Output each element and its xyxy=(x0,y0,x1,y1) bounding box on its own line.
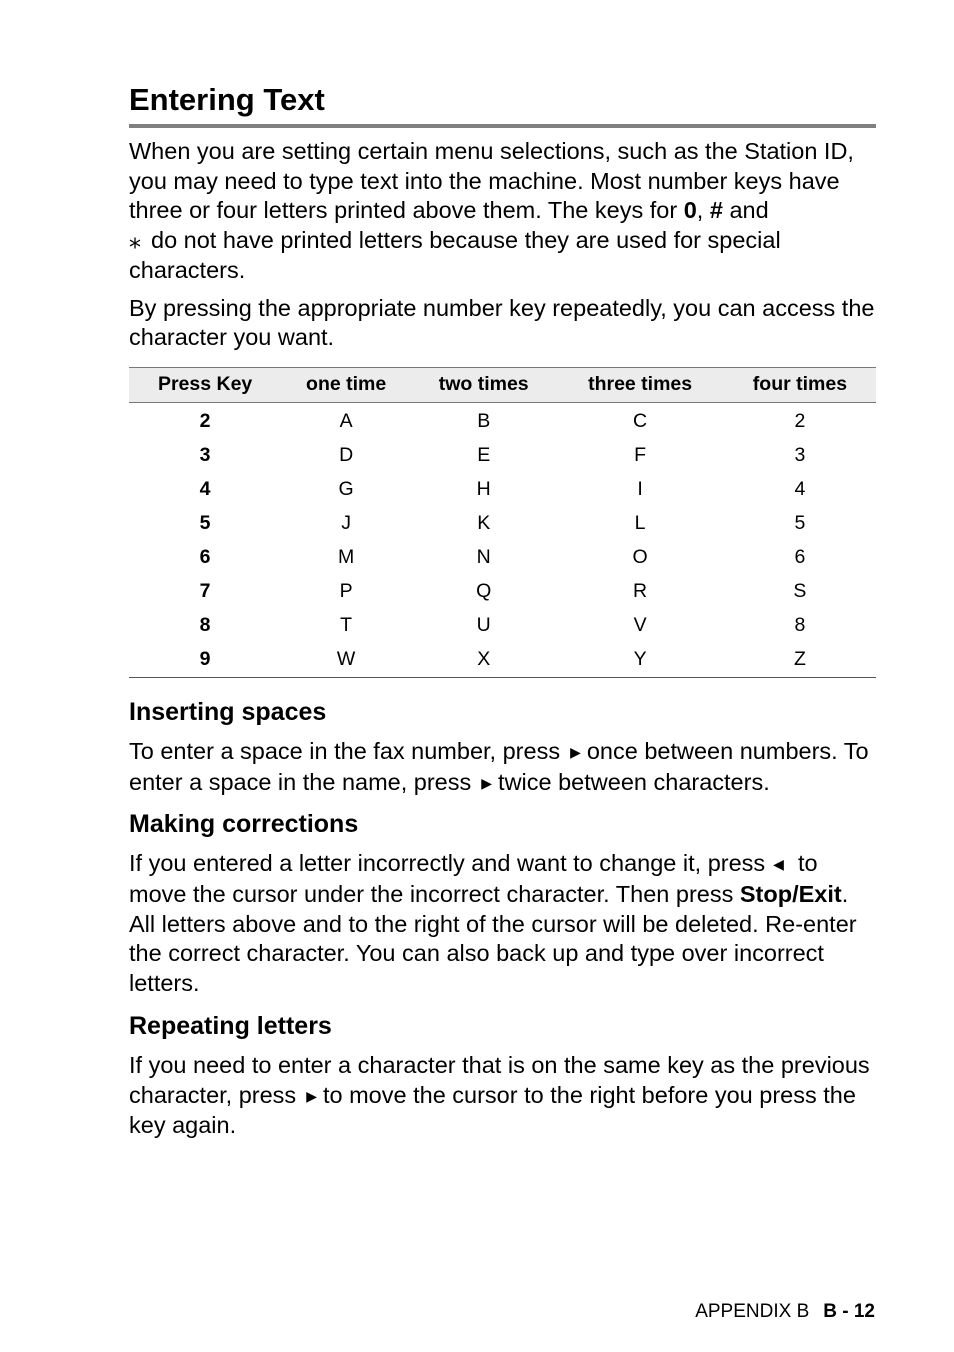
table-row xyxy=(129,473,876,507)
table-row xyxy=(129,439,876,473)
table-cell: D xyxy=(339,444,354,467)
table-header-one-time: one time xyxy=(281,367,411,402)
right-arrow-icon: ▶ xyxy=(481,774,493,791)
page-footer xyxy=(695,1300,875,1324)
table-cell: P xyxy=(339,580,353,603)
repeating-text-1: If you need to enter a character that is on the same key as the previous character, press xyxy=(129,1051,870,1108)
table-cell: H xyxy=(476,478,491,501)
repeating-letters-heading: Repeating letters xyxy=(129,1011,332,1040)
table-row xyxy=(129,575,876,609)
table-header-press-key: Press Key xyxy=(129,367,281,402)
table-cell: J xyxy=(341,512,351,535)
table-cell-key: 8 xyxy=(199,614,211,637)
intro-separator: , xyxy=(696,197,710,224)
table-cell: 8 xyxy=(794,614,806,637)
right-arrow-icon: ▶ xyxy=(570,743,581,760)
table-cell: F xyxy=(634,444,647,467)
inserting-text-1: To enter a space in the fax number, press xyxy=(129,737,561,764)
repeating-text-2: to move the cursor to the right before you press the key again. xyxy=(129,1081,856,1139)
table-cell: B xyxy=(477,410,491,433)
table-cell: Q xyxy=(476,580,492,603)
key-character-table xyxy=(129,367,876,678)
footer-section-label: APPENDIX B xyxy=(695,1301,810,1322)
stop-exit-key-label: Stop/Exit xyxy=(739,881,842,908)
making-corrections-heading: Making corrections xyxy=(129,810,359,839)
star-key-icon: ⁎ xyxy=(129,227,141,255)
table-cell-key: 6 xyxy=(199,546,211,569)
table-header-three-times: three times xyxy=(556,367,724,402)
table-cell: 6 xyxy=(794,546,806,569)
intro-text-part2: do not have printed letters because they are used for special characters. xyxy=(129,227,781,283)
table-header-four-times: four times xyxy=(724,367,876,402)
key-hash-label: # xyxy=(709,197,723,224)
table-cell: 4 xyxy=(794,478,806,501)
page-number: B - 12 xyxy=(823,1301,875,1322)
table-cell: Y xyxy=(556,643,724,678)
table-cell: R xyxy=(633,580,648,603)
table-row xyxy=(129,643,876,678)
table-cell: 5 xyxy=(794,512,806,535)
making-text-2: to move the cursor under the incorrect character. Then press xyxy=(129,850,818,908)
table-cell: U xyxy=(476,614,491,637)
table-row xyxy=(129,541,876,575)
table-cell-key: 4 xyxy=(199,478,211,501)
making-text-1: If you entered a letter incorrectly and want to change it, press xyxy=(129,850,766,877)
table-cell: T xyxy=(340,614,353,637)
page-title: Entering Text xyxy=(129,80,876,128)
table-row xyxy=(129,507,876,541)
intro-paragraph xyxy=(129,137,876,286)
right-arrow-icon: ▶ xyxy=(306,1087,317,1104)
inserting-text-2: once between numbers. To enter a space in the name, press xyxy=(129,737,869,795)
table-cell: Z xyxy=(724,643,876,678)
table-cell-key: 3 xyxy=(199,444,211,467)
table-cell: M xyxy=(338,546,355,569)
left-arrow-icon: ◀ xyxy=(773,856,784,873)
table-header-two-times: two times xyxy=(411,367,556,402)
table-cell: S xyxy=(793,580,807,603)
inserting-text-3: twice between characters. xyxy=(498,768,770,795)
table-cell: X xyxy=(411,643,556,678)
intro-paragraph-2: By pressing the appropriate number key repeatedly, you can access the character you want. xyxy=(129,294,875,351)
inserting-spaces-paragraph xyxy=(129,737,876,798)
making-corrections-paragraph xyxy=(129,849,876,999)
table-cell: E xyxy=(477,444,491,467)
table-row xyxy=(129,402,876,439)
repeating-letters-paragraph xyxy=(129,1051,876,1141)
key-zero-label: 0 xyxy=(683,197,697,224)
making-text-3: . All letters above and to the right of the cursor will be deleted. Re-enter the correct character. You can also back up and type over incorrect letters. xyxy=(129,881,857,997)
table-cell: 3 xyxy=(794,444,806,467)
table-cell: L xyxy=(634,512,646,535)
table-cell: V xyxy=(633,614,647,637)
table-cell: W xyxy=(281,643,411,678)
table-cell: C xyxy=(633,410,648,433)
table-header-row xyxy=(129,367,876,402)
table-cell: 2 xyxy=(794,410,806,433)
intro-text-part1: When you are setting certain menu selections, such as the Station ID, you may need to type text into the machine. Most number keys have three or four letters printed above them. The keys for xyxy=(129,138,854,224)
table-cell: O xyxy=(632,546,648,569)
table-cell: K xyxy=(477,512,491,535)
intro-and: and xyxy=(722,197,769,224)
table-cell: I xyxy=(637,478,643,501)
table-cell: N xyxy=(476,546,491,569)
table-cell: G xyxy=(338,478,354,501)
table-cell-key: 2 xyxy=(199,410,211,433)
content-area xyxy=(129,80,876,1141)
table-cell-key: 5 xyxy=(199,512,211,535)
inserting-spaces-heading: Inserting spaces xyxy=(129,697,327,726)
table-cell-key: 7 xyxy=(199,580,211,603)
table-cell-key: 9 xyxy=(129,643,281,678)
table-row xyxy=(129,609,876,643)
table-cell: A xyxy=(339,410,353,433)
